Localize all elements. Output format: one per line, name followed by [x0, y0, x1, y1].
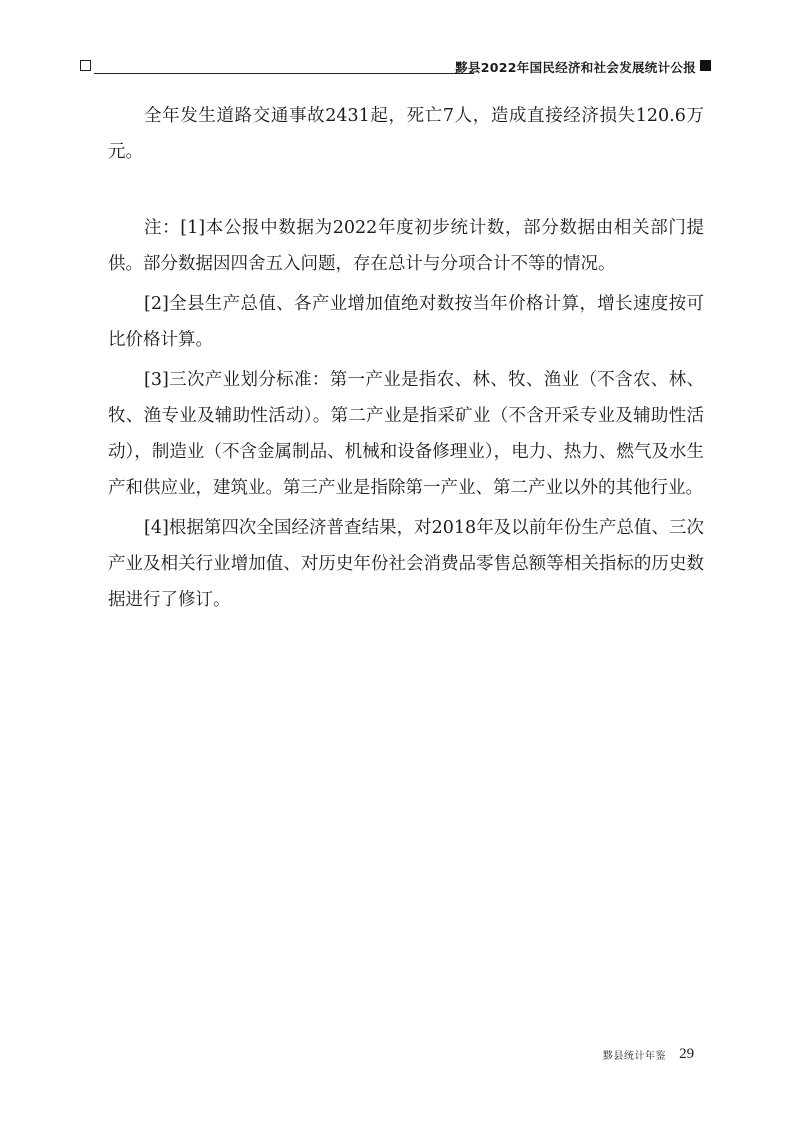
header-rule [94, 73, 474, 74]
footer-label: 黟县统计年鉴 [603, 1051, 666, 1062]
running-header [80, 56, 712, 78]
note-2: [2]全县生产总值、各产业增加值绝对数按当年价格计算，增长速度按可比价格计算。 [108, 294, 704, 350]
traffic-accident-paragraph: 全年发生道路交通事故2431起，死亡7人，造成直接经济损失120.6万元。 [108, 106, 704, 162]
solid-square-mark [700, 60, 711, 71]
note-4: [4]根据第四次全国经济普查结果，对2018年及以前年份生产总值、三次产业及相关行业增加值、对历史年份社会消费品零售总额等相关指标的历史数据进行了修订。 [108, 518, 704, 610]
page-footer [603, 1044, 694, 1063]
page-body [108, 98, 704, 622]
note-3: [3]三次产业划分标准：第一产业是指农、林、牧、渔业（不含农、林、牧、渔专业及辅助性活动）。第二产业是指采矿业（不含开采专业及辅助性活动），制造业（不含金属制品、机械和设备修理业），电力、热力、燃气及水生产和供应业，建筑业。第三产业是指除第一产业、第二产业以外的其他行业。 [108, 370, 704, 498]
header-title: 黟县2022年国民经济和社会发展统计公报 [455, 60, 696, 75]
page-number: 29 [679, 1046, 695, 1062]
note-1: 注：[1]本公报中数据为2022年度初步统计数，部分数据由相关部门提供。部分数据因四舍五入问题，存在总计与分项合计不等的情况。 [108, 218, 704, 274]
hollow-square-mark [80, 60, 91, 71]
